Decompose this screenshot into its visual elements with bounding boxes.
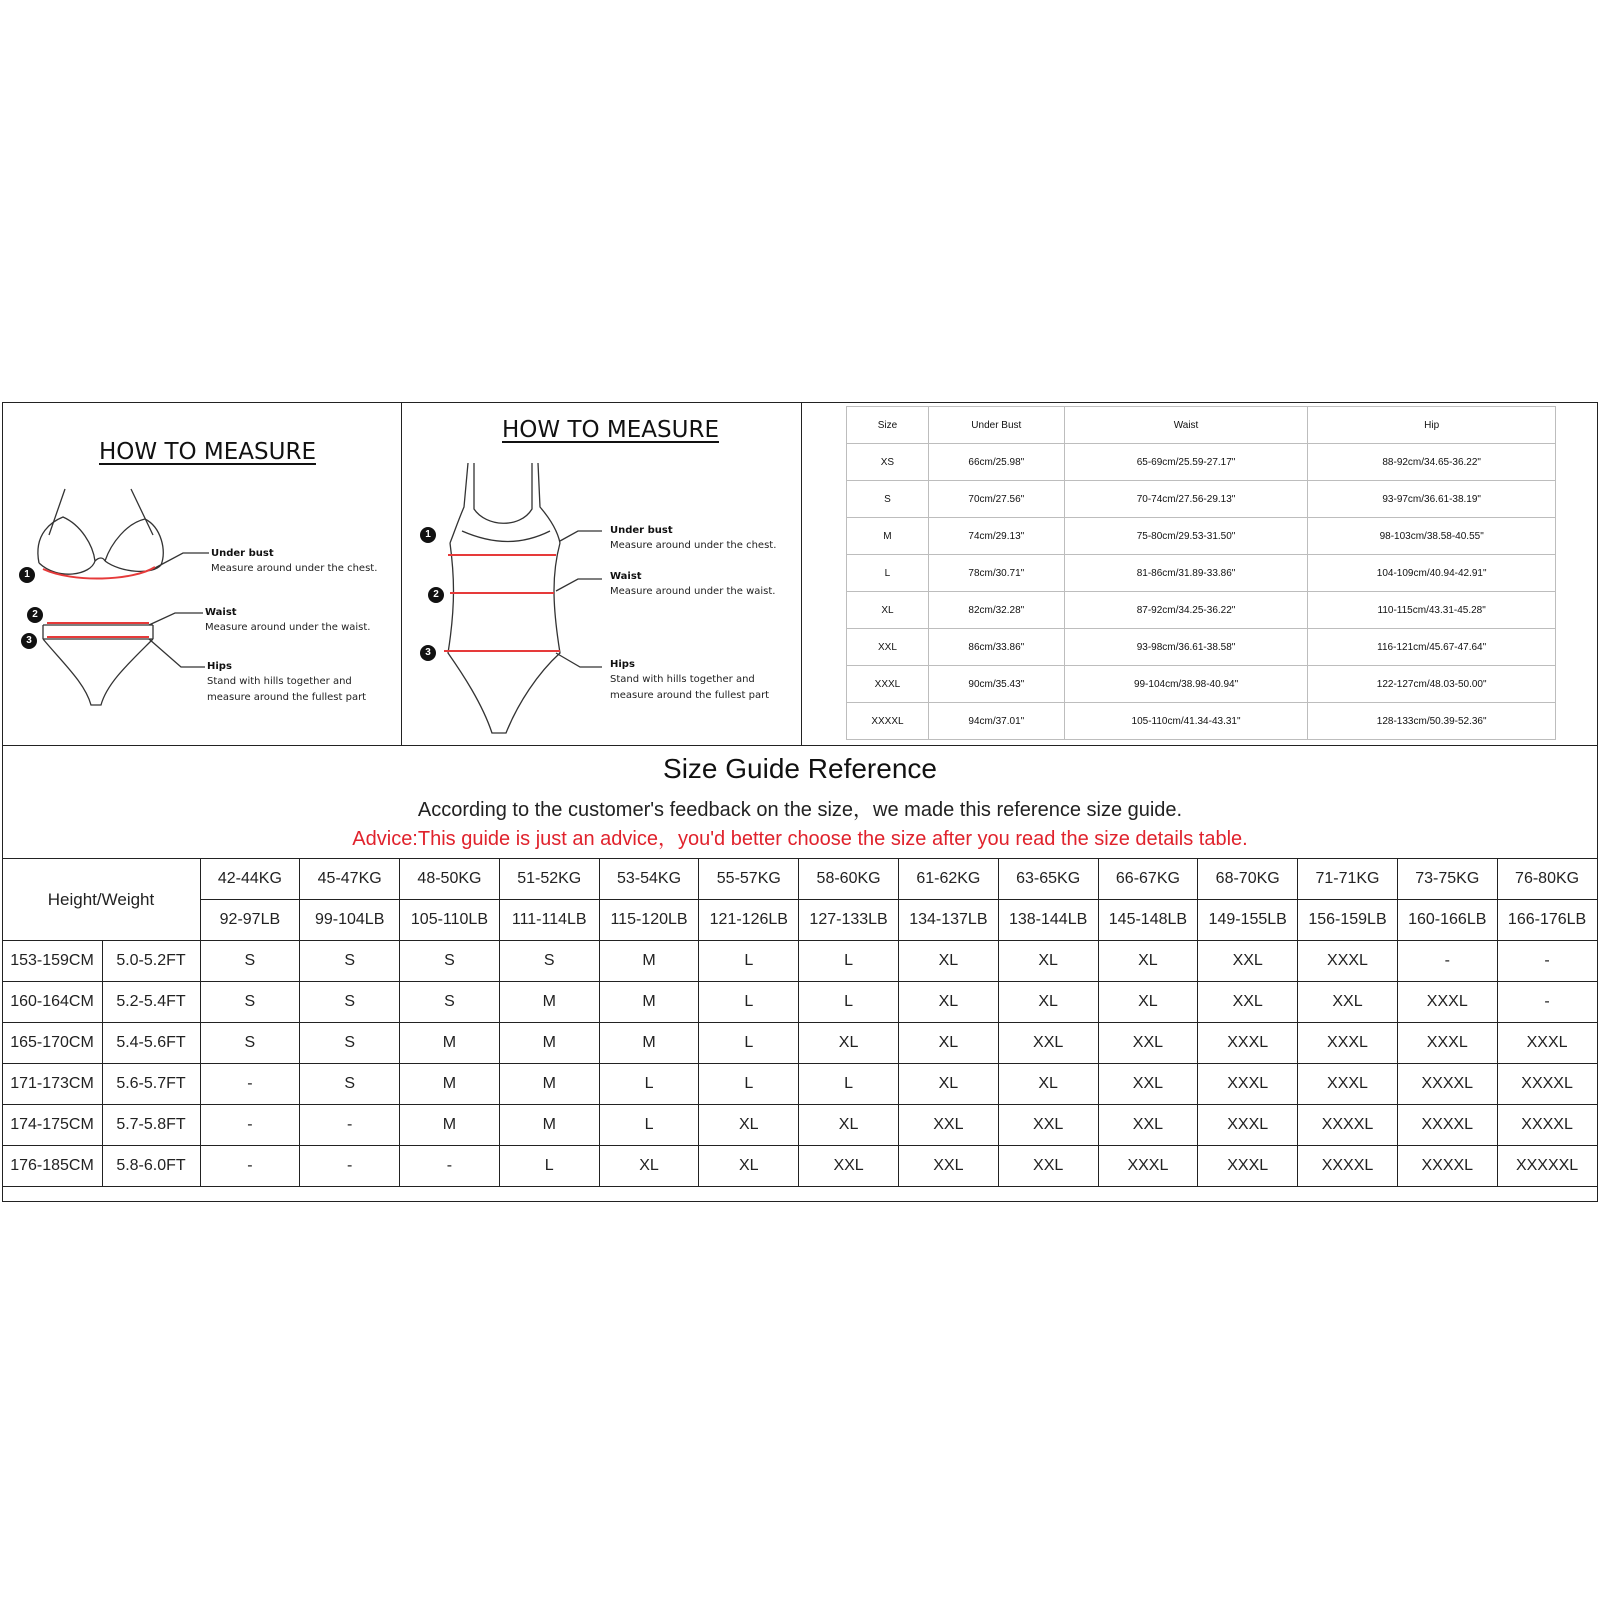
spec-cell: 74cm/29.13" <box>928 518 1064 555</box>
weight-kg-header: 58-60KG <box>799 859 899 900</box>
spec-cell: XXL <box>847 629 929 666</box>
spec-header-cell: Hip <box>1308 407 1556 444</box>
size-cell: XXL <box>1198 982 1298 1023</box>
size-cell: XXXXL <box>1397 1105 1497 1146</box>
size-cell: M <box>499 1064 599 1105</box>
size-cell: XXXXL <box>1397 1064 1497 1105</box>
size-cell: XL <box>998 941 1098 982</box>
size-cell: XL <box>699 1146 799 1187</box>
badge-3: 3 <box>420 645 436 661</box>
spec-cell: XS <box>847 444 929 481</box>
size-cell: L <box>699 1023 799 1064</box>
spec-cell: S <box>847 481 929 518</box>
waist-label: Waist <box>610 571 642 582</box>
size-cell: XXL <box>1198 941 1298 982</box>
spec-cell: 81-86cm/31.89-33.86" <box>1064 555 1308 592</box>
spec-cell: 87-92cm/34.25-36.22" <box>1064 592 1308 629</box>
spec-cell: 86cm/33.86" <box>928 629 1064 666</box>
size-guide-reference <box>2 745 1598 1202</box>
spec-cell: 105-110cm/41.34-43.31" <box>1064 703 1308 740</box>
size-cell: XXL <box>799 1146 899 1187</box>
weight-lb-header: 111-114LB <box>499 900 599 941</box>
height-cm-cell: 165-170CM <box>2 1023 102 1064</box>
spec-row <box>847 555 1556 592</box>
size-cell: S <box>400 941 500 982</box>
weight-lb-header: 115-120LB <box>599 900 699 941</box>
weight-lb-header: 145-148LB <box>1098 900 1198 941</box>
size-cell: XL <box>1098 941 1198 982</box>
height-cm-cell: 160-164CM <box>2 982 102 1023</box>
spec-cell: 94cm/37.01" <box>928 703 1064 740</box>
size-cell: L <box>599 1105 699 1146</box>
spec-cell: 65-69cm/25.59-27.17" <box>1064 444 1308 481</box>
size-cell: S <box>300 941 400 982</box>
hips-label: Hips <box>207 661 232 672</box>
table-row <box>2 1146 1597 1187</box>
height-ft-cell: 5.6-5.7FT <box>102 1064 200 1105</box>
hips-desc: Stand with hills together and measure around the fullest part <box>610 674 770 701</box>
reference-size-table <box>2 858 1598 1187</box>
weight-kg-header: 68-70KG <box>1198 859 1298 900</box>
weight-kg-header: 48-50KG <box>400 859 500 900</box>
size-cell: S <box>400 982 500 1023</box>
badge-2: 2 <box>428 587 444 603</box>
waist-desc: Measure around under the waist. <box>205 622 371 633</box>
badge-1: 1 <box>420 527 436 543</box>
size-cell: S <box>300 1064 400 1105</box>
size-cell: XXL <box>898 1146 998 1187</box>
weight-kg-header: 61-62KG <box>898 859 998 900</box>
hips-desc: Stand with hills together and measure around the fullest part <box>207 676 367 703</box>
size-cell: XL <box>799 1023 899 1064</box>
size-cell: - <box>200 1146 300 1187</box>
spec-cell: XXXXL <box>847 703 929 740</box>
size-cell: - <box>300 1146 400 1187</box>
size-cell: XXXXXL <box>1497 1146 1597 1187</box>
weight-kg-header: 73-75KG <box>1397 859 1497 900</box>
spec-cell: 90cm/35.43" <box>928 666 1064 703</box>
size-cell: M <box>400 1105 500 1146</box>
weight-lb-header: 99-104LB <box>300 900 400 941</box>
size-cell: XXXXL <box>1298 1105 1398 1146</box>
spec-row <box>847 629 1556 666</box>
size-cell: L <box>699 982 799 1023</box>
height-ft-cell: 5.2-5.4FT <box>102 982 200 1023</box>
weight-lb-header: 156-159LB <box>1298 900 1398 941</box>
size-cell: XXXL <box>1497 1023 1597 1064</box>
height-ft-cell: 5.8-6.0FT <box>102 1146 200 1187</box>
size-cell: S <box>300 982 400 1023</box>
weight-lb-header: 134-137LB <box>898 900 998 941</box>
swimsuit-measure-panel <box>402 403 802 745</box>
weight-kg-header: 66-67KG <box>1098 859 1198 900</box>
spec-cell: 116-121cm/45.67-47.64" <box>1308 629 1556 666</box>
size-cell: XXL <box>1098 1105 1198 1146</box>
weight-kg-header: 71-71KG <box>1298 859 1398 900</box>
table-row <box>2 982 1597 1023</box>
spec-row <box>847 703 1556 740</box>
spec-cell: XXXL <box>847 666 929 703</box>
spec-cell: 122-127cm/48.03-50.00" <box>1308 666 1556 703</box>
size-cell: L <box>599 1064 699 1105</box>
weight-kg-header: 51-52KG <box>499 859 599 900</box>
guide-subtitle: According to the customer's feedback on the size，we made this reference size guide. <box>417 799 1183 821</box>
spec-row <box>847 481 1556 518</box>
weight-lb-header: 92-97LB <box>200 900 300 941</box>
size-cell: XXL <box>898 1105 998 1146</box>
weight-kg-header: 42-44KG <box>200 859 300 900</box>
size-cell: XL <box>1098 982 1198 1023</box>
hips-label: Hips <box>610 659 635 670</box>
size-cell: L <box>799 1064 899 1105</box>
table-row <box>2 1023 1597 1064</box>
table-row <box>2 1105 1597 1146</box>
spec-row <box>847 666 1556 703</box>
size-cell: S <box>300 1023 400 1064</box>
size-cell: XL <box>699 1105 799 1146</box>
spec-cell: 88-92cm/34.65-36.22" <box>1308 444 1556 481</box>
weight-kg-header: 76-80KG <box>1497 859 1597 900</box>
spec-row <box>847 592 1556 629</box>
table-row <box>2 941 1597 982</box>
size-cell: XL <box>799 1105 899 1146</box>
weight-kg-header: 55-57KG <box>699 859 799 900</box>
size-cell: XXL <box>1098 1023 1198 1064</box>
spec-cell: 128-133cm/50.39-52.36" <box>1308 703 1556 740</box>
size-cell: S <box>200 941 300 982</box>
size-cell: XL <box>898 1023 998 1064</box>
size-cell: XXL <box>1298 982 1398 1023</box>
under-bust-label: Under bust <box>211 548 274 559</box>
size-cell: XL <box>998 1064 1098 1105</box>
size-cell: XXXL <box>1298 1023 1398 1064</box>
size-cell: - <box>1397 941 1497 982</box>
height-cm-cell: 174-175CM <box>2 1105 102 1146</box>
how-to-measure-row <box>2 402 1598 746</box>
bikini-measure-panel <box>3 403 402 745</box>
size-cell: XL <box>898 941 998 982</box>
waist-desc: Measure around under the waist. <box>610 586 776 597</box>
panel-title: HOW TO MEASURE <box>502 417 719 443</box>
spec-cell: 70cm/27.56" <box>928 481 1064 518</box>
weight-lb-header: 121-126LB <box>699 900 799 941</box>
weight-kg-header: 63-65KG <box>998 859 1098 900</box>
size-cell: XXXXL <box>1497 1064 1597 1105</box>
size-cell: XXXL <box>1397 982 1497 1023</box>
size-cell: M <box>400 1064 500 1105</box>
spec-header-cell: Size <box>847 407 929 444</box>
guide-advice: Advice:This guide is just an advice，you'd better choose the size after you read the size details table. <box>352 828 1248 850</box>
weight-kg-header: 53-54KG <box>599 859 699 900</box>
size-cell: XXL <box>998 1146 1098 1187</box>
spec-cell: XL <box>847 592 929 629</box>
size-cell: XXXL <box>1198 1023 1298 1064</box>
size-cell: XXXL <box>1198 1105 1298 1146</box>
spec-cell: 82cm/32.28" <box>928 592 1064 629</box>
size-cell: - <box>1497 982 1597 1023</box>
spec-cell: 110-115cm/43.31-45.28" <box>1308 592 1556 629</box>
height-ft-cell: 5.7-5.8FT <box>102 1105 200 1146</box>
size-spec-panel <box>802 403 1597 745</box>
spec-header-cell: Waist <box>1064 407 1308 444</box>
under-bust-desc: Measure around under the chest. <box>610 540 777 551</box>
weight-lb-header: 160-166LB <box>1397 900 1497 941</box>
size-cell: L <box>799 941 899 982</box>
size-cell: L <box>699 1064 799 1105</box>
badge-2: 2 <box>27 607 43 623</box>
size-cell: XXXL <box>1298 1064 1398 1105</box>
weight-lb-header: 105-110LB <box>400 900 500 941</box>
under-bust-desc: Measure around under the chest. <box>211 563 378 574</box>
table-row <box>2 1064 1597 1105</box>
waist-label: Waist <box>205 607 237 618</box>
spec-cell: 93-97cm/36.61-38.19" <box>1308 481 1556 518</box>
size-cell: L <box>699 941 799 982</box>
size-cell: XXXL <box>1198 1146 1298 1187</box>
spec-cell: 98-103cm/38.58-40.55" <box>1308 518 1556 555</box>
size-cell: XXXL <box>1098 1146 1198 1187</box>
weight-lb-header: 166-176LB <box>1497 900 1597 941</box>
size-cell: M <box>599 1023 699 1064</box>
height-ft-cell: 5.4-5.6FT <box>102 1023 200 1064</box>
size-cell: XL <box>998 982 1098 1023</box>
size-cell: XXL <box>1098 1064 1198 1105</box>
badge-1: 1 <box>19 567 35 583</box>
size-cell: XXXL <box>1198 1064 1298 1105</box>
size-cell: XL <box>898 982 998 1023</box>
weight-lb-header: 138-144LB <box>998 900 1098 941</box>
spec-cell: L <box>847 555 929 592</box>
size-cell: XXXXL <box>1298 1146 1398 1187</box>
size-cell: XXL <box>998 1105 1098 1146</box>
badge-3: 3 <box>21 633 37 649</box>
size-cell: XXXL <box>1397 1023 1497 1064</box>
size-cell: - <box>300 1105 400 1146</box>
size-cell: M <box>499 1105 599 1146</box>
size-cell: L <box>799 982 899 1023</box>
weight-kg-header: 45-47KG <box>300 859 400 900</box>
spec-cell: 75-80cm/29.53-31.50" <box>1064 518 1308 555</box>
size-cell: S <box>200 1023 300 1064</box>
height-weight-header: Height/Weight <box>2 859 200 941</box>
weight-lb-header: 149-155LB <box>1198 900 1298 941</box>
spec-cell: 66cm/25.98" <box>928 444 1064 481</box>
size-cell: - <box>200 1105 300 1146</box>
height-cm-cell: 171-173CM <box>2 1064 102 1105</box>
spec-cell: 99-104cm/38.98-40.94" <box>1064 666 1308 703</box>
size-cell: - <box>1497 941 1597 982</box>
height-ft-cell: 5.0-5.2FT <box>102 941 200 982</box>
spec-header-cell: Under Bust <box>928 407 1064 444</box>
spec-cell: 70-74cm/27.56-29.13" <box>1064 481 1308 518</box>
weight-lb-header: 127-133LB <box>799 900 899 941</box>
guide-title: Size Guide Reference <box>663 753 937 784</box>
size-cell: M <box>599 941 699 982</box>
size-cell: M <box>499 1023 599 1064</box>
spec-row <box>847 444 1556 481</box>
size-cell: M <box>400 1023 500 1064</box>
spec-cell: M <box>847 518 929 555</box>
size-cell: M <box>599 982 699 1023</box>
size-cell: M <box>499 982 599 1023</box>
spec-cell: 104-109cm/40.94-42.91" <box>1308 555 1556 592</box>
size-cell: XXXXL <box>1497 1105 1597 1146</box>
height-cm-cell: 153-159CM <box>2 941 102 982</box>
spec-cell: 93-98cm/36.61-38.58" <box>1064 629 1308 666</box>
kg-header-row <box>2 859 1597 900</box>
size-spec-table <box>846 406 1556 740</box>
panel-title: HOW TO MEASURE <box>99 439 316 465</box>
spec-row <box>847 518 1556 555</box>
size-cell: XXXL <box>1298 941 1398 982</box>
size-cell: - <box>200 1064 300 1105</box>
size-cell: - <box>400 1146 500 1187</box>
size-cell: L <box>499 1146 599 1187</box>
height-cm-cell: 176-185CM <box>2 1146 102 1187</box>
under-bust-label: Under bust <box>610 525 673 536</box>
size-cell: S <box>499 941 599 982</box>
size-cell: XL <box>599 1146 699 1187</box>
size-cell: XL <box>898 1064 998 1105</box>
size-cell: XXXXL <box>1397 1146 1497 1187</box>
lb-header-row <box>2 900 1597 941</box>
size-cell: S <box>200 982 300 1023</box>
size-cell: XXL <box>998 1023 1098 1064</box>
spec-header-row <box>847 407 1556 444</box>
spec-cell: 78cm/30.71" <box>928 555 1064 592</box>
